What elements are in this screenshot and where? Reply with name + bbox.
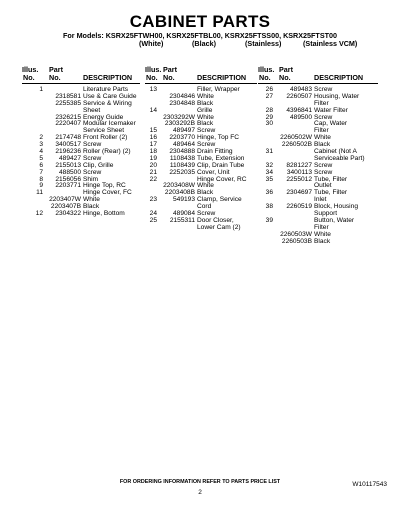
part-description: Modular Icemaker bbox=[83, 120, 136, 128]
color-label: (White) bbox=[139, 39, 164, 48]
part-number: 2304322 bbox=[55, 210, 81, 218]
part-number: 2196236 bbox=[55, 148, 81, 156]
part-number: 2220407 bbox=[55, 120, 81, 128]
part-description: Use & Care Guide bbox=[83, 92, 137, 100]
illus-number: 31 bbox=[265, 148, 273, 156]
part-description: Hinge, Bottom bbox=[83, 210, 125, 218]
part-description: Button, Water bbox=[314, 216, 355, 224]
part-number: 1108438 bbox=[169, 154, 195, 162]
illus-number: 2 bbox=[39, 134, 43, 142]
parts-row bbox=[145, 225, 257, 232]
illus-number: 27 bbox=[265, 92, 273, 100]
parts-row bbox=[22, 197, 140, 204]
illus-number: 36 bbox=[265, 189, 273, 197]
header-illus-no: No. bbox=[259, 73, 271, 82]
color-label: (Stainless VCM) bbox=[303, 39, 358, 48]
part-number: 2318581 bbox=[55, 92, 81, 100]
illus-number: 6 bbox=[39, 161, 43, 169]
part-number: 2155013 bbox=[55, 161, 81, 169]
part-description: Hinge, Top FC bbox=[197, 134, 240, 142]
header-description: DESCRIPTION bbox=[83, 73, 133, 82]
column-header bbox=[22, 66, 140, 82]
illus-number: 39 bbox=[265, 216, 273, 224]
header-rule bbox=[22, 83, 140, 84]
illus-number: 18 bbox=[149, 148, 157, 156]
illus-number: 8 bbox=[39, 175, 43, 183]
part-description: Black bbox=[197, 189, 214, 197]
part-number: 489500 bbox=[289, 113, 312, 121]
part-number: 2304846 bbox=[169, 92, 195, 100]
part-description: Screw bbox=[314, 168, 333, 176]
part-number: 2203770 bbox=[169, 134, 195, 142]
part-number: 488500 bbox=[58, 168, 81, 176]
header-description: DESCRIPTION bbox=[197, 73, 247, 82]
header-part-no: No. bbox=[49, 73, 61, 82]
part-number: 2203408B bbox=[164, 189, 195, 197]
part-description: Black bbox=[83, 203, 100, 211]
part-number: 3400517 bbox=[55, 141, 81, 149]
part-description: Front Roller (2) bbox=[83, 134, 128, 142]
illus-number: 32 bbox=[265, 161, 273, 169]
header-illus-no: No. bbox=[146, 73, 158, 82]
part-description: White bbox=[197, 182, 214, 190]
illus-number: 35 bbox=[265, 175, 273, 183]
parts-column-2 bbox=[145, 66, 257, 232]
part-description: Screw bbox=[197, 127, 216, 135]
part-description: Drain Fitting bbox=[197, 148, 233, 156]
parts-row bbox=[22, 101, 140, 108]
header-part: Part bbox=[49, 65, 63, 74]
illus-number: 5 bbox=[39, 154, 43, 162]
part-description: White bbox=[83, 196, 100, 204]
part-description: Serviceable Part) bbox=[314, 154, 365, 162]
part-description: White bbox=[197, 113, 214, 121]
part-description: Cord bbox=[197, 203, 212, 211]
part-description: Screw bbox=[197, 210, 216, 218]
part-description: Door Closer, bbox=[197, 216, 234, 224]
part-number: 2260519 bbox=[286, 203, 312, 211]
illus-number: 17 bbox=[149, 141, 157, 149]
part-number: 2303292W bbox=[163, 113, 195, 121]
part-description: Grille bbox=[197, 106, 213, 114]
part-description: Filter bbox=[314, 223, 329, 231]
header-rule bbox=[258, 83, 378, 84]
part-description: Cap, Water bbox=[314, 120, 348, 128]
parts-row bbox=[258, 239, 378, 246]
header-illus: Illus. bbox=[258, 65, 275, 74]
parts-column-3 bbox=[258, 66, 378, 245]
part-description: Shim bbox=[83, 175, 99, 183]
part-description: Screw bbox=[314, 161, 333, 169]
part-number: 1108439 bbox=[169, 161, 195, 169]
part-number: 2304697 bbox=[286, 189, 312, 197]
header-part-no: No. bbox=[279, 73, 291, 82]
part-description: Lower Cam (2) bbox=[197, 223, 241, 231]
part-number: 3400113 bbox=[286, 168, 312, 176]
color-label: (Stainless) bbox=[245, 39, 282, 48]
part-description: Hinge Cover, FC bbox=[83, 189, 132, 197]
illus-number: 20 bbox=[149, 161, 157, 169]
part-number: 549193 bbox=[172, 196, 195, 204]
part-number: 489464 bbox=[172, 141, 195, 149]
color-labels bbox=[139, 40, 357, 48]
part-description: Outlet bbox=[314, 182, 332, 190]
illus-number: 15 bbox=[149, 127, 157, 135]
part-number: 489084 bbox=[172, 210, 195, 218]
part-description: Service Sheet bbox=[83, 127, 125, 135]
part-description: Hinge Top, RC bbox=[83, 182, 126, 190]
illus-number: 1 bbox=[39, 86, 43, 93]
part-description: Tube, Filter bbox=[314, 189, 348, 197]
header-part: Part bbox=[279, 65, 293, 74]
part-description: Screw bbox=[197, 141, 216, 149]
part-number: 2260502B bbox=[281, 141, 312, 149]
document-number: W10117543 bbox=[352, 481, 387, 488]
part-number: 489427 bbox=[58, 154, 81, 162]
part-number: 2203771 bbox=[55, 182, 81, 190]
part-description: Black bbox=[197, 120, 214, 128]
ordering-footer: FOR ORDERING INFORMATION REFER TO PARTS PRICE LIST bbox=[119, 479, 281, 485]
part-number: 2155311 bbox=[169, 216, 195, 224]
part-number: 2260502W bbox=[280, 134, 312, 142]
part-number: 489497 bbox=[172, 127, 195, 135]
part-description: Screw bbox=[83, 168, 102, 176]
column-header bbox=[145, 66, 257, 82]
part-description: Cabinet (Not A bbox=[314, 148, 357, 156]
illus-number: 38 bbox=[265, 203, 273, 211]
header-description: DESCRIPTION bbox=[314, 73, 364, 82]
part-description: Filler, Wrapper bbox=[197, 86, 240, 93]
part-description: Filter bbox=[314, 99, 329, 107]
part-description: Clip, Grille bbox=[83, 161, 114, 169]
header-rule bbox=[145, 83, 257, 84]
illus-number: 16 bbox=[149, 134, 157, 142]
part-number: 2260507 bbox=[286, 92, 312, 100]
illus-number: 34 bbox=[265, 168, 273, 176]
part-description: Roller (Rear) (2) bbox=[83, 148, 131, 156]
header-illus-no: No. bbox=[23, 73, 35, 82]
part-number: 2260503B bbox=[281, 237, 312, 245]
part-description: White bbox=[314, 134, 331, 142]
part-number: 2326215 bbox=[55, 113, 81, 121]
part-number: 8281227 bbox=[286, 161, 312, 169]
illus-number: 7 bbox=[39, 168, 43, 176]
illus-number: 19 bbox=[149, 154, 157, 162]
part-description: Black bbox=[314, 237, 331, 245]
models-line: For Models: KSRX25FTWH00, KSRX25FTBL00, KSRX25FTSS00, KSRX25FTST00 bbox=[63, 31, 337, 40]
part-number: 2304888 bbox=[169, 148, 195, 156]
illus-number: 4 bbox=[39, 148, 43, 156]
part-number: 2203407B bbox=[50, 203, 81, 211]
illus-number: 14 bbox=[149, 106, 157, 114]
illus-number: 3 bbox=[39, 141, 43, 149]
part-number: 2255012 bbox=[286, 175, 312, 183]
illus-number: 9 bbox=[39, 182, 43, 190]
part-description: Block, Housing bbox=[314, 203, 358, 211]
illus-number: 23 bbox=[149, 196, 157, 204]
part-description: White bbox=[197, 92, 214, 100]
part-description: Screw bbox=[83, 154, 102, 162]
part-number: 2203408W bbox=[163, 182, 195, 190]
header-part-no: No. bbox=[163, 73, 175, 82]
illus-number: 13 bbox=[149, 86, 157, 93]
part-number: 2174748 bbox=[55, 134, 81, 142]
part-description: Energy Guide bbox=[83, 113, 124, 121]
part-description: Inlet bbox=[314, 196, 327, 204]
part-number: 2303292B bbox=[164, 120, 195, 128]
illus-number: 29 bbox=[265, 113, 273, 121]
parts-column-1 bbox=[22, 66, 140, 218]
parts-row bbox=[22, 190, 140, 197]
parts-row bbox=[22, 211, 140, 218]
part-description: Hinge Cover, RC bbox=[197, 175, 247, 183]
part-description: Tube, Filter bbox=[314, 175, 348, 183]
part-description: Literature Parts bbox=[83, 86, 129, 93]
part-description: Black bbox=[314, 141, 331, 149]
part-description: White bbox=[314, 230, 331, 238]
part-description: Clamp, Service bbox=[197, 196, 242, 204]
part-number: 2304848 bbox=[169, 99, 195, 107]
column-header bbox=[258, 66, 378, 82]
illus-number: 11 bbox=[36, 189, 43, 197]
header-illus: Illus. bbox=[145, 65, 162, 74]
part-number: 2255385 bbox=[55, 99, 81, 107]
part-number: 4396841 bbox=[286, 106, 312, 114]
illus-number: 21 bbox=[149, 168, 157, 176]
part-description: Water Filter bbox=[314, 106, 348, 114]
part-description: Screw bbox=[314, 86, 333, 93]
part-number: 2203407W bbox=[49, 196, 81, 204]
illus-number: 22 bbox=[149, 175, 157, 183]
illus-number: 28 bbox=[265, 106, 273, 114]
illus-number: 30 bbox=[265, 120, 273, 128]
page-title: CABINET PARTS bbox=[129, 12, 271, 31]
part-description: Cover, Unit bbox=[197, 168, 230, 176]
part-description: Black bbox=[197, 99, 214, 107]
part-number: 489483 bbox=[289, 86, 312, 93]
illus-number: 25 bbox=[149, 216, 157, 224]
part-description: Sheet bbox=[83, 106, 101, 114]
part-description: Screw bbox=[314, 113, 333, 121]
page-number: 2 bbox=[198, 489, 202, 496]
part-description: Support bbox=[314, 210, 338, 218]
header-part: Part bbox=[163, 65, 177, 74]
part-description: Housing, Water bbox=[314, 92, 360, 100]
part-number: 2260503W bbox=[280, 230, 312, 238]
illus-number: 26 bbox=[265, 86, 273, 93]
part-description: Service & Wiring bbox=[83, 99, 132, 107]
header-illus: Illus. bbox=[22, 65, 39, 74]
color-label: (Black) bbox=[192, 39, 216, 48]
part-description: Filter bbox=[314, 127, 329, 135]
part-description: Screw bbox=[83, 141, 102, 149]
part-number: 2156056 bbox=[55, 175, 81, 183]
part-number: 2252035 bbox=[169, 168, 195, 176]
part-description: Clip, Drain Tube bbox=[197, 161, 245, 169]
illus-number: 12 bbox=[35, 210, 43, 218]
part-description: Tube, Extension bbox=[197, 154, 245, 162]
illus-number: 24 bbox=[149, 210, 157, 218]
